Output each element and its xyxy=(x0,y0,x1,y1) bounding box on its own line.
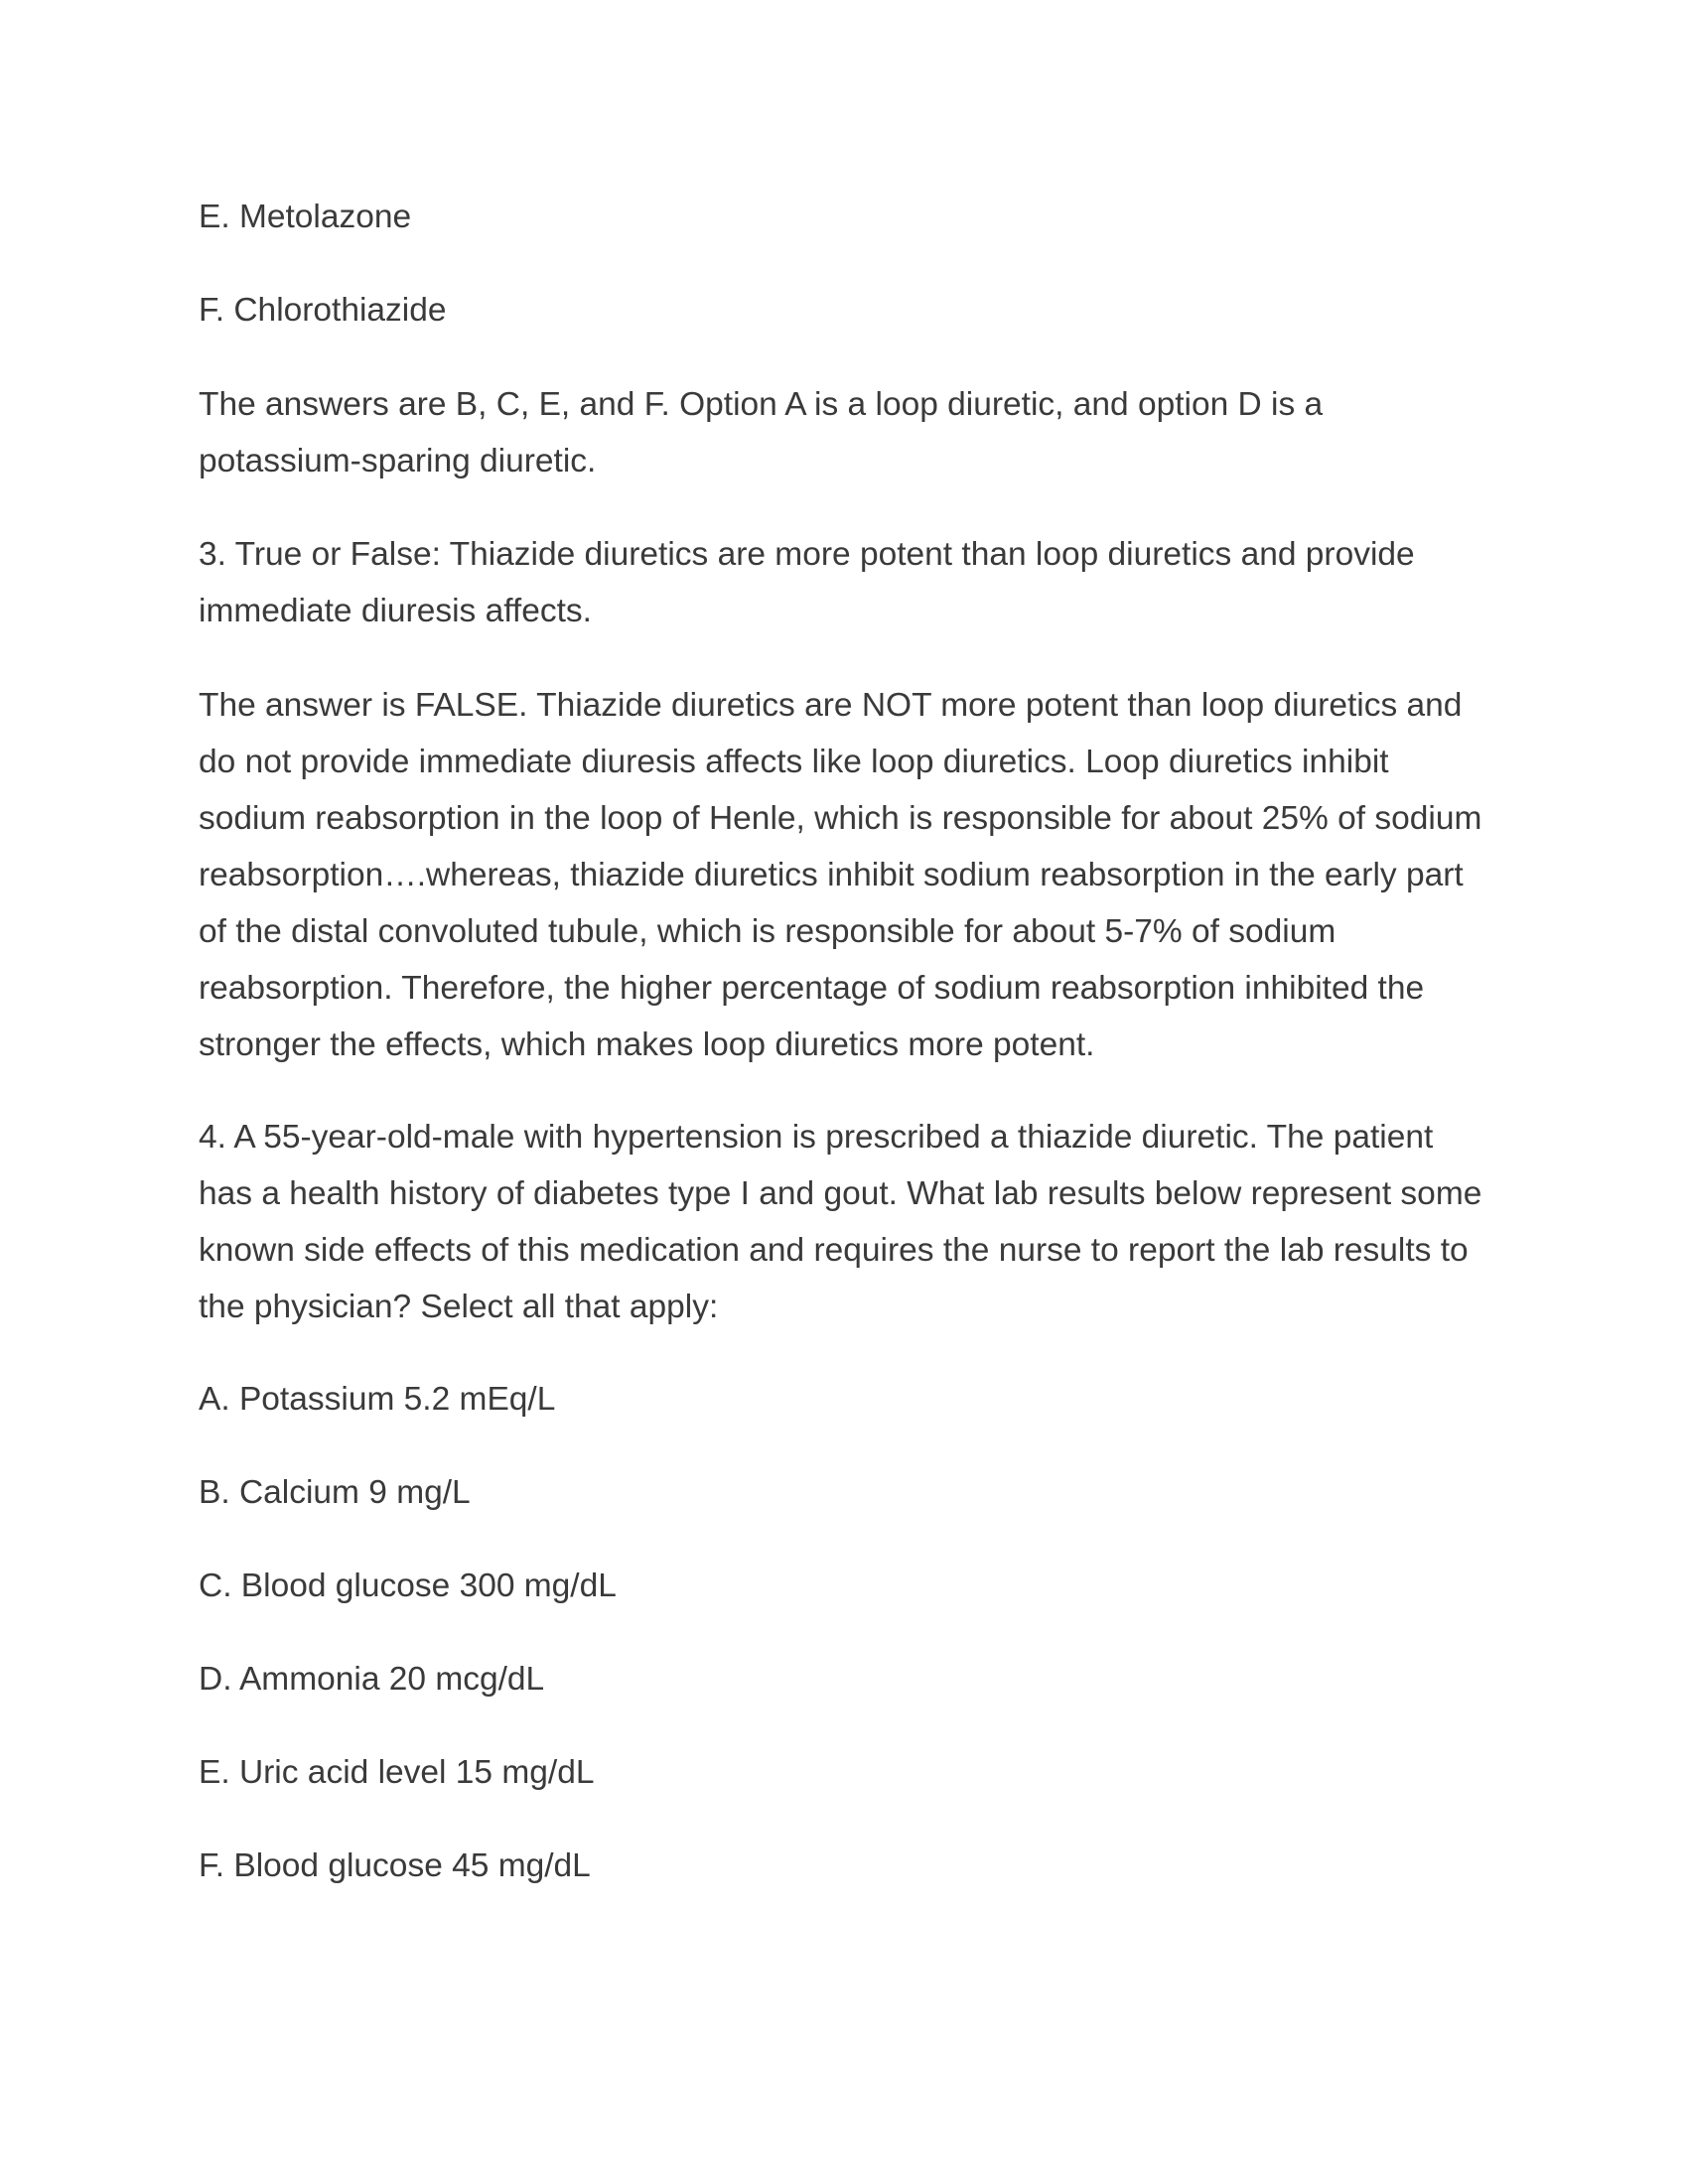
q4-option-d: D. Ammonia 20 mcg/dL xyxy=(199,1661,545,1698)
answer-3-line-3: sodium reabsorption in the loop of Henle, which is responsible for about 25% of sodium xyxy=(199,800,1482,837)
question-3-line-1: 3. True or False: Thiazide diuretics are more potent than loop diuretics and provide xyxy=(199,536,1415,573)
answer-3-line-4: reabsorption….whereas, thiazide diuretics inhibit sodium reabsorption in the early part xyxy=(199,857,1464,893)
q4-option-a: A. Potassium 5.2 mEq/L xyxy=(199,1381,556,1418)
answer-3-line-6: reabsorption. Therefore, the higher percentage of sodium reabsorption inhibited the xyxy=(199,970,1425,1007)
answer-3-line-7: stronger the effects, which makes loop diuretics more potent. xyxy=(199,1026,1095,1063)
option-f-chlorothiazide: F. Chlorothiazide xyxy=(199,292,447,329)
question-4-line-3: known side effects of this medication and requires the nurse to report the lab results to xyxy=(199,1232,1469,1269)
q4-option-f: F. Blood glucose 45 mg/dL xyxy=(199,1847,591,1884)
answer-3-line-1: The answer is FALSE. Thiazide diuretics are NOT more potent than loop diuretics and xyxy=(199,687,1463,724)
q4-option-b: B. Calcium 9 mg/L xyxy=(199,1474,471,1511)
answer-2-line-1: The answers are B, C, E, and F. Option A is a loop diuretic, and option D is a xyxy=(199,386,1324,423)
q4-option-e: E. Uric acid level 15 mg/dL xyxy=(199,1754,595,1791)
question-4-line-2: has a health history of diabetes type I and gout. What lab results below represent some xyxy=(199,1175,1482,1212)
answer-2-line-2: potassium-sparing diuretic. xyxy=(199,443,597,479)
question-3-line-2: immediate diuresis affects. xyxy=(199,593,592,629)
option-e-metolazone: E. Metolazone xyxy=(199,199,412,235)
answer-3-line-2: do not provide immediate diuresis affects like loop diuretics. Loop diuretics inhibit xyxy=(199,744,1389,780)
question-4-line-4: the physician? Select all that apply: xyxy=(199,1289,719,1325)
q4-option-c: C. Blood glucose 300 mg/dL xyxy=(199,1568,617,1604)
question-4-line-1: 4. A 55-year-old-male with hypertension is prescribed a thiazide diuretic. The patient xyxy=(199,1119,1434,1156)
answer-3-line-5: of the distal convoluted tubule, which is responsible for about 5-7% of sodium xyxy=(199,913,1336,950)
